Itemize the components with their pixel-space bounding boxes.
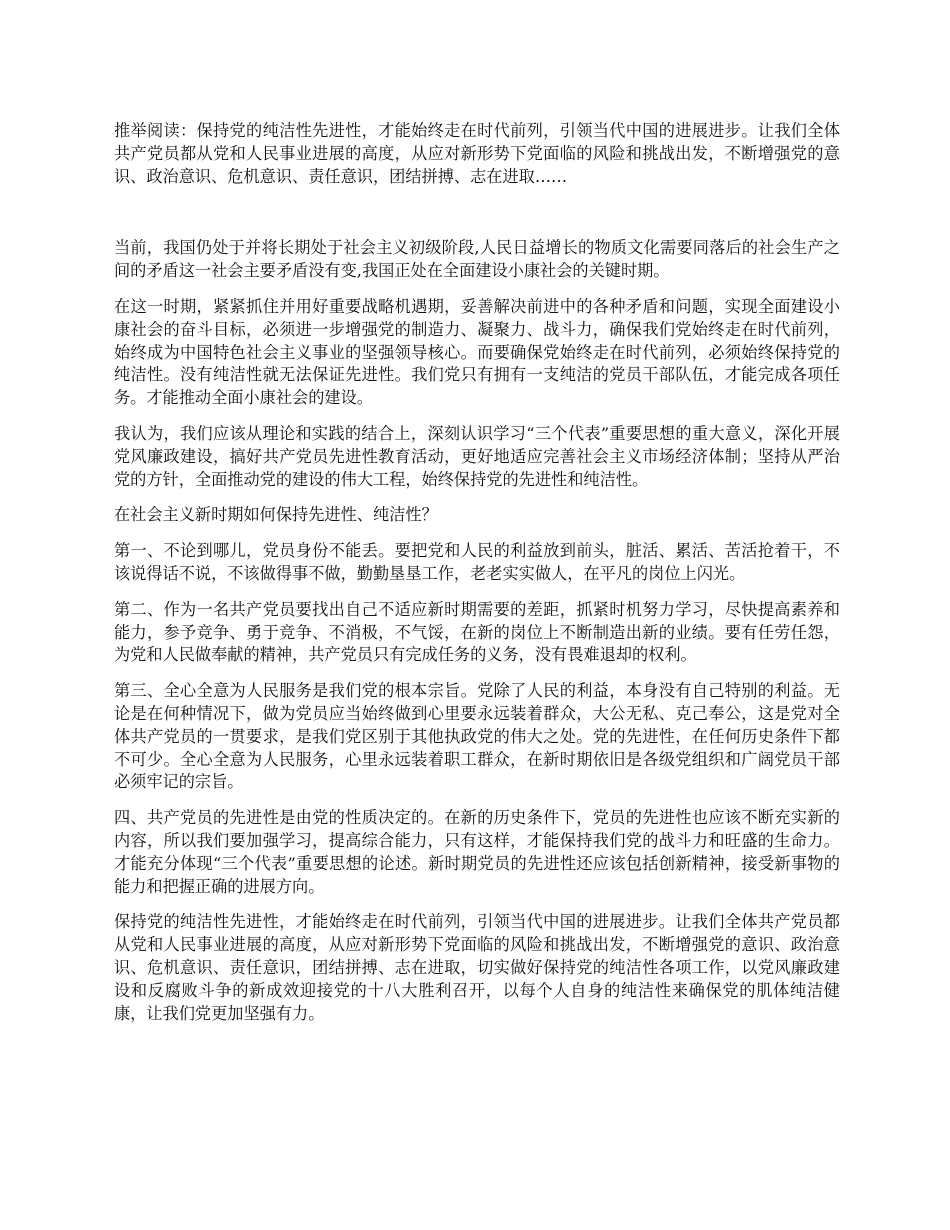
body-paragraph-1: 当前，我国仍处于并将长期处于社会主义初级阶段,人民日益增长的物质文化需要同落后的社会生产之间的矛盾这一社会主要矛盾没有变,我国正处在全面建设小康社会的关键时期。 xyxy=(114,238,840,281)
body-paragraph-3: 我认为，我们应该从理论和实践的结合上，深刻认识学习“三个代表”重要思想的重大意义，深化开展党风廉政建设，搞好共产党员先进性教育活动，更好地适应完善社会主义市场经济体制；坚持从严治党的方针，全面推动党的建设的伟大工程，始终保持党的先进性和纯洁性。 xyxy=(114,423,840,489)
body-paragraph-fourth-point: 四、共产党员的先进性是由党的性质决定的。在新的历史条件下，党员的先进性也应该不断充实新的内容，所以我们要加强学习，提高综合能力，只有这样，才能保持我们党的战斗力和旺盛的生命力。才能充分体现“三个代表”重要思想的论述。新时期党员的先进性还应该包括创新精神，接受新事物的能力和把握正确的进展方向。 xyxy=(114,808,840,896)
body-paragraph-first-point: 第一、不论到哪儿，党员身份不能丢。要把党和人民的利益放到前头，脏活、累活、苦活抢着干，不该说得话不说，不该做得事不做，勤勤垦垦工作，老老实实做人，在平凡的岗位上闪光。 xyxy=(114,541,840,583)
intro-paragraph: 推举阅读：保持党的纯洁性先进性，才能始终走在时代前列，引领当代中国的进展进步。让我们全体共产党员都从党和人民事业进展的高度，从应对新形势下党面临的风险和挑战出发，不断增强党的意识、政治意识、危机意识、责任意识，团结拼搏、志在进取…… xyxy=(114,121,840,186)
body-paragraph-third-point: 第三、全心全意为人民服务是我们党的根本宗旨。党除了人民的利益，本身没有自己特别的利益。无论是在何种情况下，做为党员应当始终做到心里要永远装着群众，大公无私、克己奉公，这是党对全体共产党员的一贯要求，是我们党区别于其他执政党的伟大之处。党的先进性，在任何历史条件下都不可少。全心全意为人民服务，心里永远装着职工群众，在新时期依旧是各级党组织和广阔党员干部必须牢记的宗旨。 xyxy=(114,681,840,792)
body-paragraph-second-point: 第二、作为一名共产党员要找出自己不适应新时期需要的差距，抓紧时机努力学习，尽快提高素养和能力，参予竞争、勇于竞争、不消极，不气馁，在新的岗位上不断制造出新的业绩。要有任劳任怨，为党和人民做奉献的精神，共产党员只有完成任务的义务，没有畏难退却的权利。 xyxy=(114,599,840,665)
body-paragraph-2: 在这一时期，紧紧抓住并用好重要战略机遇期，妥善解决前进中的各种矛盾和问题，实现全面建设小康社会的奋斗目标，必须进一步增强党的制造力、凝聚力、战斗力，确保我们党始终走在时代前列，始终成为中国特色社会主义事业的坚强领导核心。而要确保党始终走在时代前列，必须始终保持党的纯洁性。没有纯洁性就无法保证先进性。我们党只有拥有一支纯洁的党员干部队伍，才能完成各项任务。才能推动全面小康社会的建设。 xyxy=(114,296,840,408)
document-page xyxy=(114,120,840,1038)
section-question: 在社会主义新时期如何保持先进性、纯洁性？ xyxy=(114,505,438,525)
conclusion-paragraph: 保持党的纯洁性先进性，才能始终走在时代前列，引领当代中国的进展进步。让我们全体共产党员都从党和人民事业进展的高度，从应对新形势下党面临的风险和挑战出发，不断增强党的意识、政治意识、危机意识、责任意识，团结拼搏、志在进取，切实做好保持党的纯洁性各项工作，以党风廉政建设和反腐败斗争的新成效迎接党的十八大胜利召开，以每个人自身的纯洁性来确保党的肌体纯洁健康，让我们党更加坚强有力。 xyxy=(114,912,840,1023)
